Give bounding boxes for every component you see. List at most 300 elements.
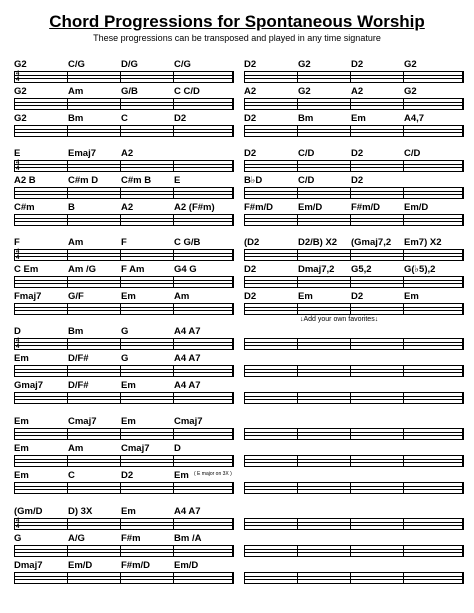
chord-label: B♭D — [244, 175, 263, 186]
chord-label: Dmaj7,2 — [298, 264, 335, 275]
chord-label: A/G — [68, 533, 85, 544]
bar-line — [403, 304, 404, 314]
right-staff-row — [244, 443, 464, 467]
bar-line — [462, 393, 464, 403]
bar-line — [297, 277, 298, 287]
bar-line — [350, 393, 351, 403]
bar-line — [297, 483, 298, 493]
music-staff — [244, 392, 464, 404]
chord-label: G2 — [14, 59, 27, 70]
bar-line — [67, 339, 68, 349]
chord-label: F#m/D — [121, 560, 151, 571]
chord-label: Em — [298, 291, 313, 302]
bar-line — [120, 519, 121, 529]
bar-line — [120, 277, 121, 287]
bar-line — [297, 72, 298, 82]
bar-line — [297, 250, 298, 260]
bar-line — [350, 277, 351, 287]
bar-line — [232, 161, 234, 171]
bar-line — [350, 188, 351, 198]
time-signature: 4 4 — [16, 338, 20, 350]
chord-label: Em — [121, 506, 136, 517]
music-staff — [244, 303, 464, 315]
down-arrow-icon: ↓ — [374, 316, 379, 323]
bar-line — [350, 339, 351, 349]
bar-line — [120, 483, 121, 493]
page-subtitle: These progressions can be transposed and played in any time signature — [93, 33, 381, 43]
chord-label: Em — [174, 470, 189, 481]
bar-line — [120, 250, 121, 260]
bar-line — [403, 483, 404, 493]
right-staff-row — [244, 59, 464, 83]
chord-label: C — [68, 470, 75, 481]
bar-line — [462, 366, 464, 376]
bar-line — [350, 72, 351, 82]
right-staff-row — [244, 380, 464, 404]
music-staff — [14, 545, 234, 557]
chord-label: G2 — [14, 113, 27, 124]
bar-line — [232, 72, 234, 82]
right-staff-row — [244, 113, 464, 137]
bar-line — [462, 99, 464, 109]
chord-label: A4 A7 — [174, 326, 201, 337]
bar-line — [244, 429, 245, 439]
music-staff — [244, 71, 464, 83]
bar-line — [297, 429, 298, 439]
chord-label: D2 — [121, 470, 134, 481]
bar-line — [232, 519, 234, 529]
right-staff-row — [244, 470, 464, 494]
bar-line — [244, 456, 245, 466]
bar-line — [244, 99, 245, 109]
bar-line — [462, 546, 464, 556]
right-staff-row — [244, 86, 464, 110]
bar-line — [244, 250, 245, 260]
bar-line — [297, 393, 298, 403]
bar-line — [297, 339, 298, 349]
left-staff-row — [14, 264, 234, 288]
bar-line — [244, 393, 245, 403]
bar-line — [350, 366, 351, 376]
chord-label: D) 3X — [68, 506, 93, 517]
music-staff — [14, 98, 234, 110]
bar-line — [67, 215, 68, 225]
bar-line — [67, 126, 68, 136]
chord-label: A4 A7 — [174, 380, 201, 391]
chord-label: F Am — [121, 264, 145, 275]
right-staff-row — [244, 264, 464, 288]
chord-label: Gmaj7 — [14, 380, 44, 391]
chord-label: (Gmaj7,2 — [351, 237, 392, 248]
bar-line — [232, 277, 234, 287]
bar-line — [350, 429, 351, 439]
chord-label: Em/D — [68, 560, 93, 571]
chord-label: D2 — [351, 148, 364, 159]
chord-label: Cmaj7 — [68, 416, 97, 427]
bar-line — [403, 546, 404, 556]
bar-line — [173, 339, 174, 349]
bar-line — [350, 304, 351, 314]
time-signature: 4 4 — [16, 249, 20, 261]
bar-line — [403, 429, 404, 439]
left-staff-row — [14, 506, 234, 530]
chord-label: Em — [121, 291, 136, 302]
right-staff-row — [244, 326, 464, 350]
bar-line — [350, 483, 351, 493]
chord-label: Cmaj7 — [174, 416, 203, 427]
bar-line — [173, 546, 174, 556]
bar-line — [244, 126, 245, 136]
bar-line — [67, 161, 68, 171]
bar-line — [120, 546, 121, 556]
time-signature: 4 4 — [16, 71, 20, 83]
bar-line — [120, 72, 121, 82]
chord-label: G2 — [298, 86, 311, 97]
bar-line — [244, 72, 245, 82]
left-staff-row — [14, 113, 234, 137]
chord-label: A2 — [121, 148, 134, 159]
bar-line — [120, 573, 121, 583]
bar-line — [232, 393, 234, 403]
bar-line — [462, 519, 464, 529]
music-staff — [244, 545, 464, 557]
bar-line — [403, 519, 404, 529]
bar-line — [14, 250, 15, 260]
bar-line — [14, 429, 15, 439]
left-staff-row — [14, 202, 234, 226]
bar-line — [120, 429, 121, 439]
bar-line — [403, 72, 404, 82]
chord-label: F — [14, 237, 20, 248]
chord-label: G — [121, 326, 129, 337]
bar-line — [67, 573, 68, 583]
left-staff-row — [14, 86, 234, 110]
chord-label: C/D — [298, 175, 315, 186]
bar-line — [244, 188, 245, 198]
chord-label: (Gm/D — [14, 506, 43, 517]
music-staff — [244, 518, 464, 530]
music-staff — [244, 455, 464, 467]
bar-line — [173, 393, 174, 403]
right-staff-row — [244, 175, 464, 199]
bar-line — [462, 304, 464, 314]
bar-line — [173, 304, 174, 314]
bar-line — [297, 456, 298, 466]
bar-line — [350, 215, 351, 225]
bar-line — [14, 573, 15, 583]
bar-line — [244, 215, 245, 225]
chord-label: Emaj7 — [68, 148, 96, 159]
chord-label: F#m/D — [244, 202, 274, 213]
chord-label: F#m/D — [351, 202, 381, 213]
chord-label: B — [68, 202, 75, 213]
chord-label: Fmaj7 — [14, 291, 42, 302]
bar-line — [350, 126, 351, 136]
bar-line — [350, 573, 351, 583]
chord-label: Cmaj7 — [121, 443, 150, 454]
bar-line — [244, 519, 245, 529]
music-staff — [14, 482, 234, 494]
chord-label: D2 — [244, 264, 257, 275]
left-staff-row — [14, 443, 234, 467]
bar-line — [120, 215, 121, 225]
bar-line — [14, 99, 15, 109]
chord-label: D/G — [121, 59, 138, 70]
bar-line — [403, 250, 404, 260]
right-staff-row — [244, 533, 464, 557]
chord-label: Bm — [68, 113, 84, 124]
chord-label: Em — [121, 380, 136, 391]
bar-line — [14, 456, 15, 466]
music-staff — [14, 71, 234, 83]
bar-line — [173, 188, 174, 198]
bar-line — [173, 277, 174, 287]
music-staff — [14, 214, 234, 226]
chord-label: Am — [68, 237, 84, 248]
bar-line — [120, 366, 121, 376]
bar-line — [350, 546, 351, 556]
chord-label: G — [121, 353, 129, 364]
bar-line — [244, 161, 245, 171]
music-staff — [14, 187, 234, 199]
bar-line — [403, 366, 404, 376]
bar-line — [67, 393, 68, 403]
bar-line — [120, 304, 121, 314]
chord-label: Em — [121, 416, 136, 427]
music-staff — [14, 125, 234, 137]
chord-label: G(♭5),2 — [404, 264, 436, 275]
chord-label: Bm /A — [174, 533, 202, 544]
bar-line — [67, 304, 68, 314]
bar-line — [14, 339, 15, 349]
down-arrow-icon: ↓ — [300, 316, 304, 323]
music-staff — [14, 392, 234, 404]
add-favorites-note — [300, 316, 378, 323]
bar-line — [244, 277, 245, 287]
chord-label: D2 — [244, 113, 257, 124]
chord-label: Em/D — [404, 202, 429, 213]
bar-line — [462, 573, 464, 583]
bar-line — [173, 429, 174, 439]
bar-line — [120, 126, 121, 136]
add-favorites-label: Add your own favorites — [303, 316, 375, 323]
chord-label: C/D — [298, 148, 315, 159]
bar-line — [67, 429, 68, 439]
bar-line — [297, 215, 298, 225]
bar-line — [173, 519, 174, 529]
chord-label: Em — [14, 470, 29, 481]
bar-line — [14, 366, 15, 376]
chord-label: Am — [174, 291, 190, 302]
bar-line — [173, 366, 174, 376]
chord-label: G2 — [298, 59, 311, 70]
chord-label: G2 — [14, 86, 27, 97]
bar-line — [14, 277, 15, 287]
bar-line — [173, 72, 174, 82]
music-staff — [14, 338, 234, 350]
bar-line — [403, 456, 404, 466]
chord-label: Em — [14, 443, 29, 454]
bar-line — [350, 99, 351, 109]
bar-line — [14, 304, 15, 314]
bar-line — [297, 99, 298, 109]
chord-label: G/B — [121, 86, 138, 97]
bar-line — [297, 304, 298, 314]
chord-label: C#m B — [121, 175, 152, 186]
bar-line — [350, 161, 351, 171]
music-staff — [14, 160, 234, 172]
music-staff — [244, 160, 464, 172]
bar-line — [297, 366, 298, 376]
bar-line — [350, 250, 351, 260]
chord-label: Em7) X2 — [404, 237, 442, 248]
chord-label: F#m — [121, 533, 141, 544]
left-staff-row — [14, 326, 234, 350]
left-staff-row — [14, 291, 234, 315]
chord-label: C Em — [14, 264, 39, 275]
chord-label: G4 G — [174, 264, 197, 275]
bar-line — [14, 546, 15, 556]
left-staff-row — [14, 237, 234, 261]
right-staff-row — [244, 202, 464, 226]
left-staff-row — [14, 416, 234, 440]
bar-line — [67, 483, 68, 493]
chord-label: (D2 — [244, 237, 260, 248]
chord-label: Am — [68, 86, 84, 97]
music-staff — [14, 365, 234, 377]
bar-line — [244, 304, 245, 314]
bar-line — [173, 99, 174, 109]
bar-line — [120, 188, 121, 198]
bar-line — [244, 339, 245, 349]
music-staff — [244, 482, 464, 494]
music-staff — [14, 428, 234, 440]
music-staff — [14, 249, 234, 261]
music-staff — [14, 455, 234, 467]
right-staff-row — [244, 291, 464, 315]
chord-label: D2 — [244, 148, 257, 159]
bar-line — [14, 161, 15, 171]
bar-line — [120, 456, 121, 466]
e-major-note: ( E major on 3X ) — [194, 471, 232, 477]
bar-line — [14, 393, 15, 403]
music-staff — [14, 276, 234, 288]
bar-line — [232, 339, 234, 349]
bar-line — [403, 215, 404, 225]
bar-line — [232, 366, 234, 376]
right-staff-row — [244, 560, 464, 584]
bar-line — [403, 161, 404, 171]
bar-line — [350, 519, 351, 529]
bar-line — [232, 126, 234, 136]
left-staff-row — [14, 175, 234, 199]
chord-label: Em — [404, 291, 419, 302]
left-staff-row — [14, 380, 234, 404]
bar-line — [403, 99, 404, 109]
page-title: Chord Progressions for Spontaneous Worship — [49, 12, 425, 31]
chord-label: Bm — [68, 326, 84, 337]
chord-label: Em — [14, 353, 29, 364]
bar-line — [297, 519, 298, 529]
bar-line — [462, 456, 464, 466]
chord-label: C C/D — [174, 86, 200, 97]
bar-line — [120, 161, 121, 171]
bar-line — [67, 546, 68, 556]
bar-line — [297, 573, 298, 583]
music-staff — [244, 249, 464, 261]
chord-label: Dmaj7 — [14, 560, 43, 571]
chord-label: D2 — [244, 59, 257, 70]
music-staff — [244, 98, 464, 110]
bar-line — [244, 546, 245, 556]
bar-line — [403, 126, 404, 136]
bar-line — [67, 366, 68, 376]
right-staff-row — [244, 148, 464, 172]
chord-label: A2 — [121, 202, 134, 213]
music-staff — [14, 518, 234, 530]
chord-label: D/F# — [68, 380, 89, 391]
chord-label: E — [14, 148, 21, 159]
music-staff — [244, 125, 464, 137]
chord-label: D2/B) X2 — [298, 237, 338, 248]
bar-line — [14, 483, 15, 493]
bar-line — [120, 393, 121, 403]
bar-line — [173, 573, 174, 583]
bar-line — [67, 188, 68, 198]
bar-line — [67, 277, 68, 287]
bar-line — [14, 519, 15, 529]
bar-line — [67, 519, 68, 529]
right-staff-row — [244, 416, 464, 440]
chord-label: A4,7 — [404, 113, 425, 124]
chord-label: G2 — [404, 86, 417, 97]
bar-line — [462, 277, 464, 287]
bar-line — [14, 188, 15, 198]
chord-label: D — [14, 326, 21, 337]
music-staff — [244, 572, 464, 584]
left-staff-row — [14, 353, 234, 377]
bar-line — [297, 188, 298, 198]
chord-label: G5,2 — [351, 264, 372, 275]
bar-line — [232, 456, 234, 466]
bar-line — [244, 366, 245, 376]
music-staff — [244, 214, 464, 226]
bar-line — [173, 126, 174, 136]
left-staff-row — [14, 560, 234, 584]
chord-label: D2 — [351, 291, 364, 302]
chord-label: D — [174, 443, 181, 454]
chord-label: C#m — [14, 202, 35, 213]
chord-label: A2 (F#m) — [174, 202, 215, 213]
bar-line — [232, 215, 234, 225]
chord-label: D2 — [244, 291, 257, 302]
bar-line — [462, 215, 464, 225]
chord-label: Em/D — [298, 202, 323, 213]
bar-line — [403, 339, 404, 349]
bar-line — [403, 188, 404, 198]
bar-line — [232, 188, 234, 198]
bar-line — [244, 483, 245, 493]
left-staff-row — [14, 533, 234, 557]
bar-line — [14, 72, 15, 82]
bar-line — [462, 72, 464, 82]
music-staff — [14, 303, 234, 315]
bar-line — [173, 215, 174, 225]
bar-line — [297, 161, 298, 171]
bar-line — [232, 99, 234, 109]
bar-line — [173, 161, 174, 171]
bar-line — [462, 483, 464, 493]
